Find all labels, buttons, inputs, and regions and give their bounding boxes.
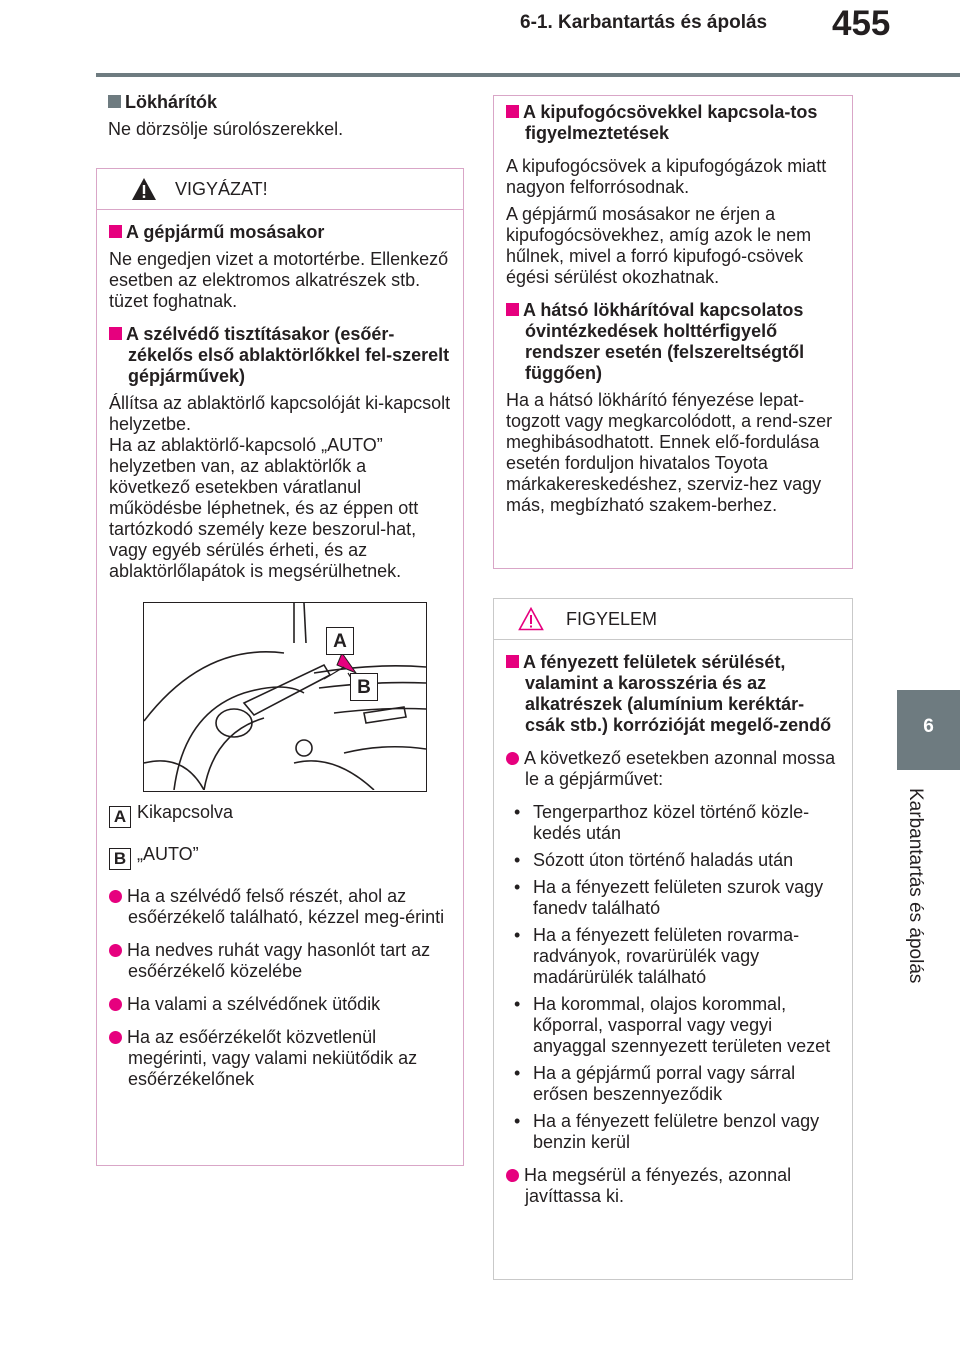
warning-title: VIGYÁZAT! bbox=[175, 179, 268, 199]
legend-item-b: B „AUTO” bbox=[109, 844, 451, 870]
section-title: 6-1. Karbantartás és ápolás bbox=[520, 12, 768, 33]
warning-bullet: Ha az esőérzékelőt közvetlenül megérinti, vagy valami nekiütődik az esőérzékelőnek bbox=[109, 1027, 451, 1090]
notice-box bbox=[493, 598, 853, 1280]
notice-dash-item: • Sózott úton történő haladás után bbox=[506, 850, 840, 871]
warning-header bbox=[97, 169, 463, 210]
figure-label-b: B bbox=[350, 673, 378, 701]
round-bullet-icon bbox=[109, 1031, 122, 1044]
notice-bullet: Ha megsérül a fényezés, azonnal javíttassa ki. bbox=[506, 1165, 840, 1207]
notice-dash-item: • Ha a fényezett felületen szurok vagy fanedv található bbox=[506, 877, 840, 919]
figure-label-a: A bbox=[326, 627, 354, 655]
chapter-label: Karbantartás és ápolás bbox=[905, 788, 926, 984]
notice-dash-item: • Tengerparthoz közel történő közle-kedés után bbox=[506, 802, 840, 844]
notice-dash-item: • Ha a fényezett felületen rovarma-radványok, rovarürülék vagy madárürülék található bbox=[506, 925, 840, 988]
notice-dash-item: • Ha a fényezett felületre benzol vagy benzin kerül bbox=[506, 1111, 840, 1153]
warning-s2-text1: Állítsa az ablaktörlő kapcsolóját ki-kapcsolt helyzetbe. bbox=[109, 393, 451, 434]
chapter-number: 6 bbox=[923, 716, 934, 737]
square-bullet-icon bbox=[506, 303, 519, 316]
exhaust-warning-box bbox=[493, 95, 853, 569]
warning-s2-heading: A szélvédő tisztításakor (esőér-zékelős első ablaktörlőkkel fel-szerelt gépjárművek) bbox=[109, 324, 451, 387]
caution-triangle-icon bbox=[518, 607, 544, 631]
square-bullet-icon bbox=[109, 225, 122, 238]
square-bullet-icon bbox=[506, 655, 519, 668]
warning-s1-heading: A gépjármű mosásakor bbox=[109, 222, 451, 243]
warning-bullet: Ha valami a szélvédőnek ütődik bbox=[109, 994, 451, 1015]
notice-dash-item: • Ha korommal, olajos korommal, kőporral, vasporral vagy vegyi anyaggal szennyezett területen vezet bbox=[506, 994, 840, 1057]
warning-s1-text: Ne engedjen vizet a motortérbe. Ellenkező esetben az elektromos alkatrészek stb. tüzet foghatnak. bbox=[109, 249, 449, 311]
bumpers-text: Ne dörzsölje súrolószerekkel. bbox=[108, 119, 344, 139]
exhaust-text2: A gépjármű mosásakor ne érjen a kipufogócsövekhez, amíg azok le nem hűlnek, mivel a forró kipufogó-csövek égési sérülést okozhatnak. bbox=[506, 204, 812, 287]
bumpers-heading: Lökhárítók bbox=[108, 92, 468, 113]
chapter-tab bbox=[897, 690, 960, 770]
exhaust-text1: A kipufogócsövek a kipufogógázok miatt nagyon felforrósodnak. bbox=[506, 156, 827, 197]
square-bullet-icon bbox=[506, 105, 519, 118]
chapter-label-wrap bbox=[897, 788, 960, 1028]
warning-triangle-icon bbox=[131, 177, 157, 201]
bumpers-section bbox=[108, 92, 468, 140]
wiper-switch-figure bbox=[143, 602, 427, 792]
notice-bullet: A következő esetekben azonnal mossa le a gépjárművet: bbox=[506, 748, 840, 790]
page-number: 455 bbox=[832, 4, 891, 43]
square-bullet-icon bbox=[109, 327, 122, 340]
header-rule bbox=[96, 73, 960, 77]
warning-box bbox=[96, 168, 464, 1166]
warning-bullet: Ha a szélvédő felső részét, ahol az esőérzékelő található, kézzel meg-érinti bbox=[109, 886, 451, 928]
round-bullet-icon bbox=[109, 998, 122, 1011]
round-bullet-icon bbox=[506, 1169, 519, 1182]
square-bullet-icon bbox=[108, 95, 121, 108]
notice-header bbox=[494, 599, 852, 640]
exhaust-heading: A kipufogócsövekkel kapcsola-tos figyelmeztetések bbox=[506, 102, 840, 144]
bsm-text: Ha a hátsó lökhárító fényezése lepat-togzott vagy megkarcolódott, a rend-szer meghibásodhatott. Ennek elő-fordulása esetén forduljon hivatalos Toyota márkakereskedéshez, szerviz-hez vagy más, megbízható szakem-berhez. bbox=[506, 390, 833, 515]
notice-heading: A fényezett felületek sérülését, valamint a karosszéria és az alkatrészek (alumínium keréktár-csák stb.) korrózióját megelő-zendő bbox=[506, 652, 840, 736]
notice-title: FIGYELEM bbox=[566, 609, 658, 629]
notice-dash-item: • Ha a gépjármű porral vagy sárral erősen beszennyeződik bbox=[506, 1063, 840, 1105]
legend-item-a: A Kikapcsolva bbox=[109, 802, 451, 828]
wiper-switch-illustration bbox=[144, 603, 426, 790]
round-bullet-icon bbox=[109, 890, 122, 903]
bsm-heading: A hátsó lökhárítóval kapcsolatos óvintézkedések holttérfigyelő rendszer esetén (felszereltségtől függően) bbox=[506, 300, 840, 384]
warning-s2-text2: Ha az ablaktörlő-kapcsoló „AUTO” helyzetben van, az ablaktörlők a következő esetekben váratlanul működésbe léphetnek, és az éppen ott tartózkodó személy keze beszorul-hat, vagy egyéb sérülés érheti, és az ablaktörlőlapátok is megsérülhetnek. bbox=[109, 435, 419, 581]
round-bullet-icon bbox=[506, 752, 519, 765]
round-bullet-icon bbox=[109, 944, 122, 957]
warning-bullet: Ha nedves ruhát vagy hasonlót tart az esőérzékelő közelébe bbox=[109, 940, 451, 982]
